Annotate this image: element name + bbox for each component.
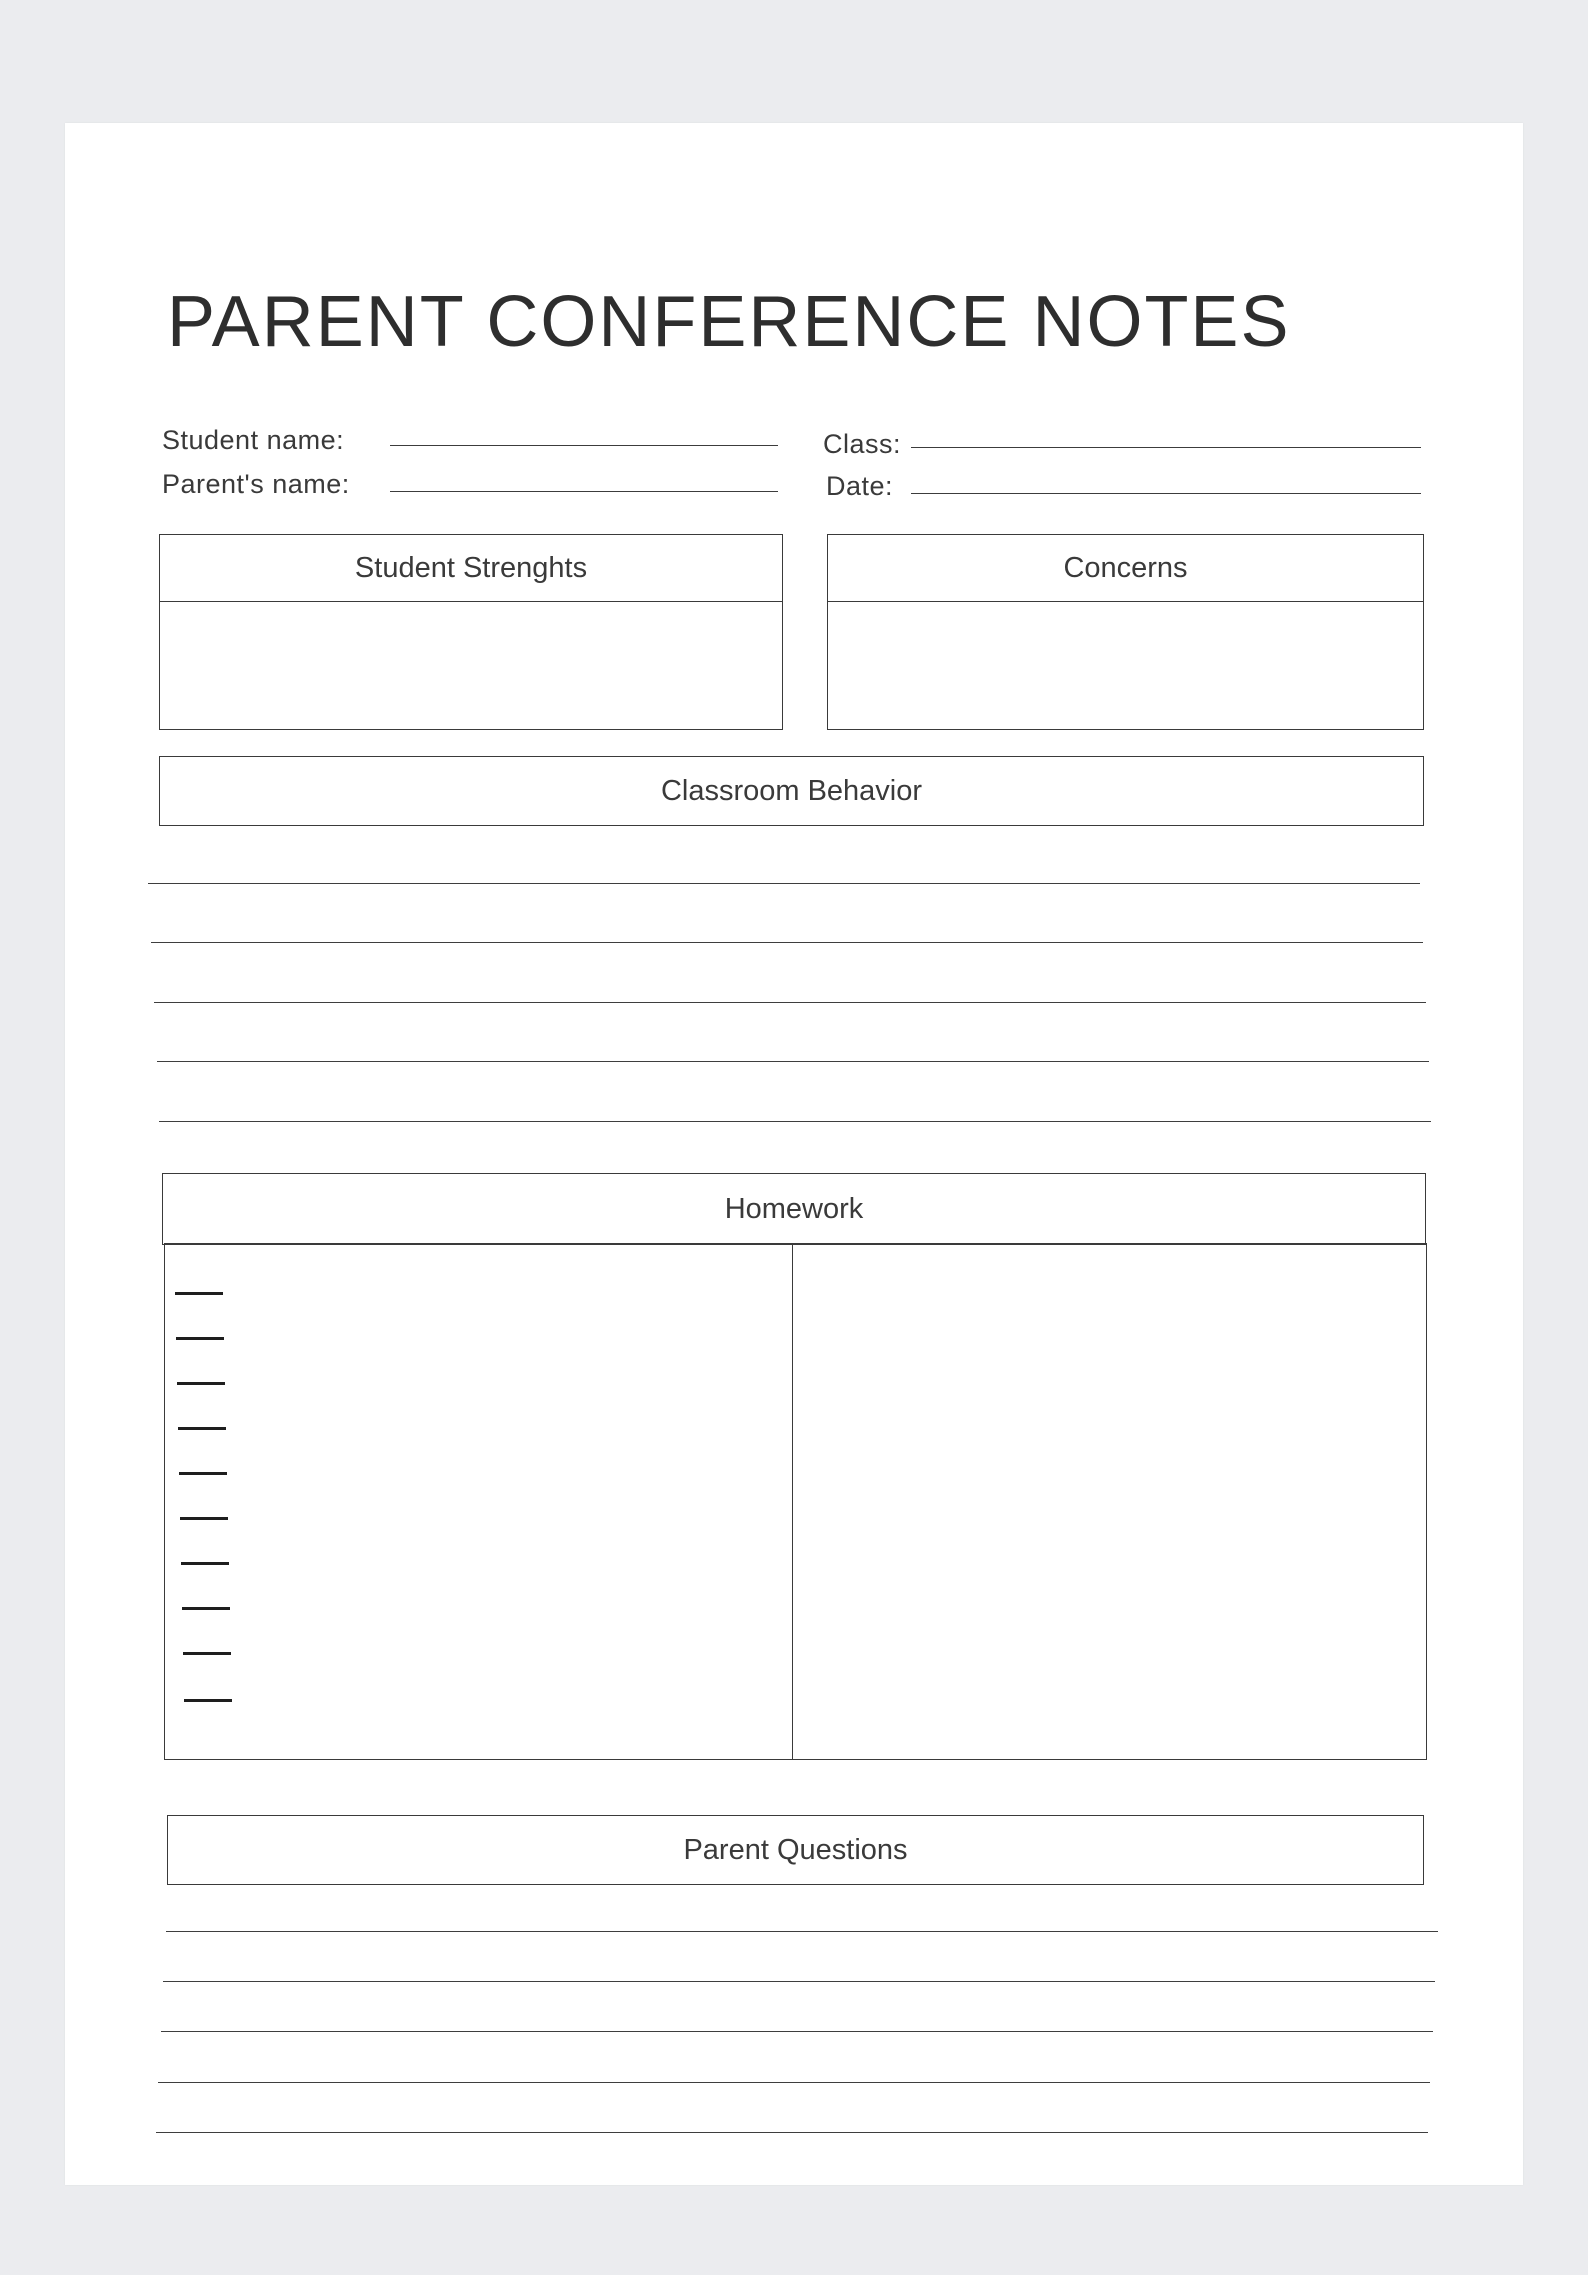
student-strengths-heading: Student Strenghts	[160, 535, 782, 602]
questions-writing-line[interactable]	[161, 2031, 1433, 2032]
behavior-writing-line[interactable]	[148, 883, 1420, 884]
questions-writing-line[interactable]	[166, 1931, 1438, 1932]
date-label: Date:	[826, 471, 894, 501]
checklist-dash	[179, 1472, 227, 1475]
parent-questions-heading: Parent Questions	[167, 1815, 1424, 1885]
checklist-dash	[184, 1699, 232, 1702]
behavior-writing-line[interactable]	[159, 1121, 1431, 1122]
checklist-dash	[180, 1517, 228, 1520]
checklist-dash	[178, 1427, 226, 1430]
homework-heading: Homework	[162, 1173, 1426, 1245]
checklist-dash	[182, 1607, 230, 1610]
classroom-behavior-heading: Classroom Behavior	[159, 756, 1424, 826]
concerns-box[interactable]	[827, 534, 1424, 730]
questions-writing-line[interactable]	[156, 2132, 1428, 2133]
student-strengths-box[interactable]	[159, 534, 783, 730]
questions-writing-line[interactable]	[163, 1981, 1435, 1982]
parents-name-line[interactable]	[390, 491, 778, 492]
concerns-heading: Concerns	[828, 535, 1423, 602]
checklist-dash	[177, 1382, 225, 1385]
behavior-writing-line[interactable]	[154, 1002, 1426, 1003]
homework-column-divider	[792, 1244, 793, 1759]
date-line[interactable]	[911, 493, 1421, 494]
student-name-label: Student name:	[162, 425, 345, 455]
checklist-dash	[175, 1292, 223, 1295]
checklist-dash	[176, 1337, 224, 1340]
behavior-writing-line[interactable]	[157, 1061, 1429, 1062]
behavior-writing-line[interactable]	[151, 942, 1423, 943]
checklist-dash	[183, 1652, 231, 1655]
student-name-line[interactable]	[390, 445, 778, 446]
worksheet-page	[65, 123, 1523, 2185]
parents-name-label: Parent's name:	[162, 469, 350, 499]
class-line[interactable]	[911, 447, 1421, 448]
checklist-dash	[181, 1562, 229, 1565]
questions-writing-line[interactable]	[158, 2082, 1430, 2083]
homework-table[interactable]	[164, 1243, 1427, 1760]
page-title: PARENT CONFERENCE NOTES	[167, 282, 1291, 362]
class-label: Class:	[823, 429, 902, 459]
